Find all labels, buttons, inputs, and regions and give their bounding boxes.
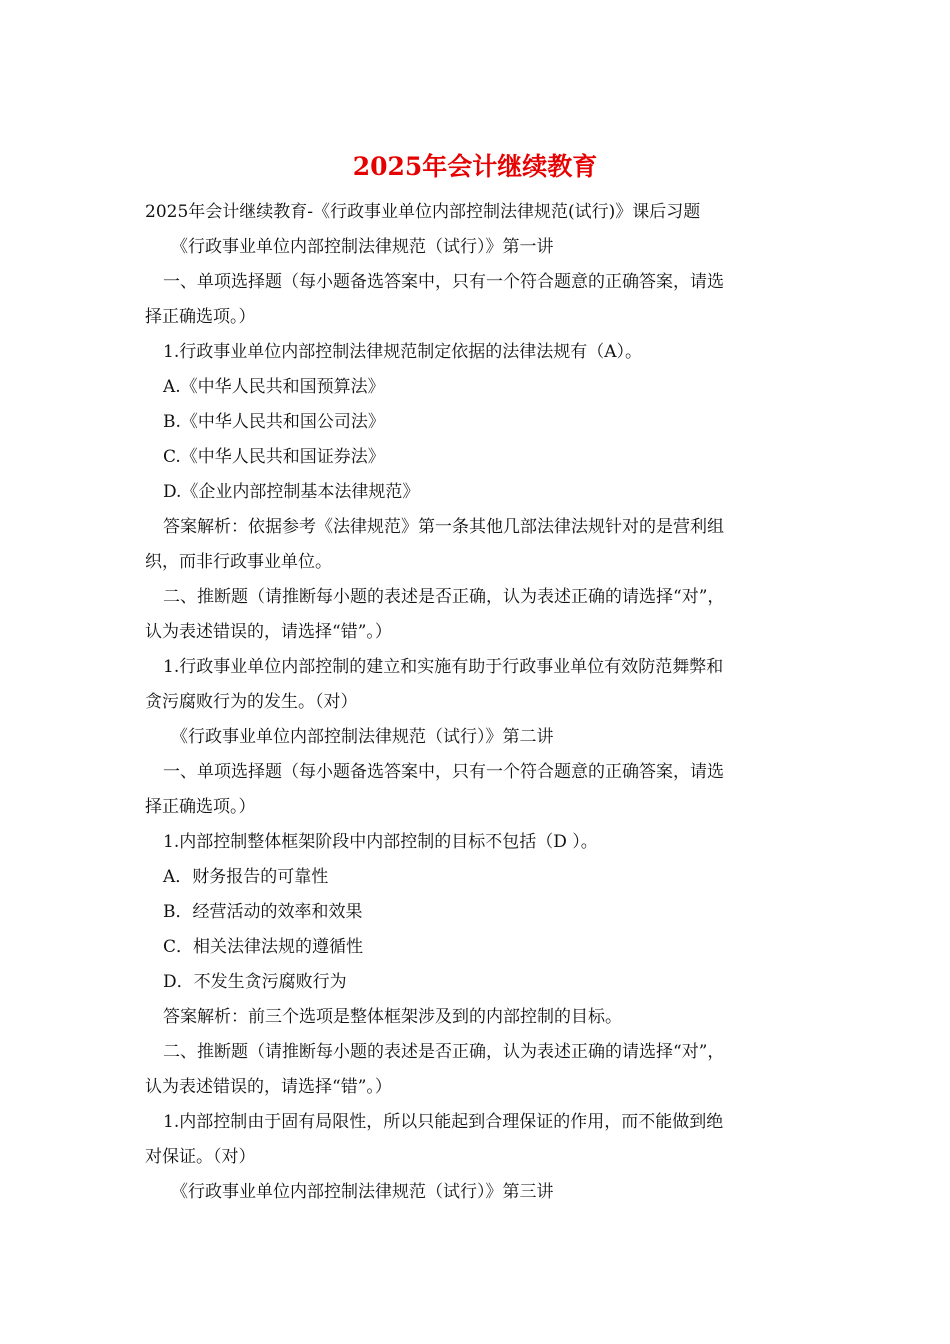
document-title: 2025年会计继续教育: [352, 152, 598, 181]
option-c: C．相关法律法规的遵循性: [163, 937, 364, 957]
section-heading: 一、单项选择题（每小题备选答案中，只有一个符合题意的正确答案，请选: [163, 272, 724, 292]
answer-explanation-cont: 织，而非行政事业单位。: [145, 552, 332, 572]
answer-explanation: 答案解析：前三个选项是整体框架涉及到的内部控制的目标。: [163, 1007, 622, 1027]
question-cont: 对保证。（对）: [145, 1147, 256, 1167]
question: 1.行政事业单位内部控制法律规范制定依据的法律法规有（A）。: [163, 342, 642, 362]
lecture-heading-2: 《行政事业单位内部控制法律规范（试行）》第二讲: [171, 727, 554, 747]
option-b: B.《中华人民共和国公司法》: [163, 412, 385, 432]
question: 1.内部控制整体框架阶段中内部控制的目标不包括（D ）。: [163, 832, 598, 852]
section-heading: 二、推断题（请推断每小题的表述是否正确，认为表述正确的请选择“对”，: [163, 587, 725, 607]
section-heading: 二、推断题（请推断每小题的表述是否正确，认为表述正确的请选择“对”，: [163, 1042, 725, 1062]
section-heading-cont: 择正确选项。）: [145, 797, 256, 817]
option-b: B．经营活动的效率和效果: [163, 902, 363, 922]
option-c: C.《中华人民共和国证券法》: [163, 447, 385, 467]
option-a: A．财务报告的可靠性: [163, 867, 329, 887]
option-a: A.《中华人民共和国预算法》: [163, 377, 385, 397]
document-body: [145, 195, 810, 1210]
section-heading-cont: 择正确选项。）: [145, 307, 256, 327]
section-heading-cont: 认为表述错误的，请选择“错”。）: [145, 1077, 392, 1097]
option-d: D.《企业内部控制基本法律规范》: [163, 482, 420, 502]
option-d: D．不发生贪污腐败行为: [163, 972, 347, 992]
answer-explanation: 答案解析：依据参考《法律规范》第一条其他几部法律法规针对的是营利组: [163, 517, 724, 537]
lecture-heading-1: 《行政事业单位内部控制法律规范（试行）》第一讲: [171, 237, 554, 257]
question-cont: 贪污腐败行为的发生。（对）: [145, 692, 358, 712]
lecture-heading-3: 《行政事业单位内部控制法律规范（试行）》第三讲: [171, 1182, 554, 1202]
section-heading: 一、单项选择题（每小题备选答案中，只有一个符合题意的正确答案，请选: [163, 762, 724, 782]
subtitle-line: 2025年会计继续教育-《行政事业单位内部控制法律规范(试行)》课后习题: [145, 202, 701, 222]
section-heading-cont: 认为表述错误的，请选择“错”。）: [145, 622, 392, 642]
question: 1.行政事业单位内部控制的建立和实施有助于行政事业单位有效防范舞弊和: [163, 657, 724, 677]
question: 1.内部控制由于固有局限性，所以只能起到合理保证的作用，而不能做到绝: [163, 1112, 724, 1132]
